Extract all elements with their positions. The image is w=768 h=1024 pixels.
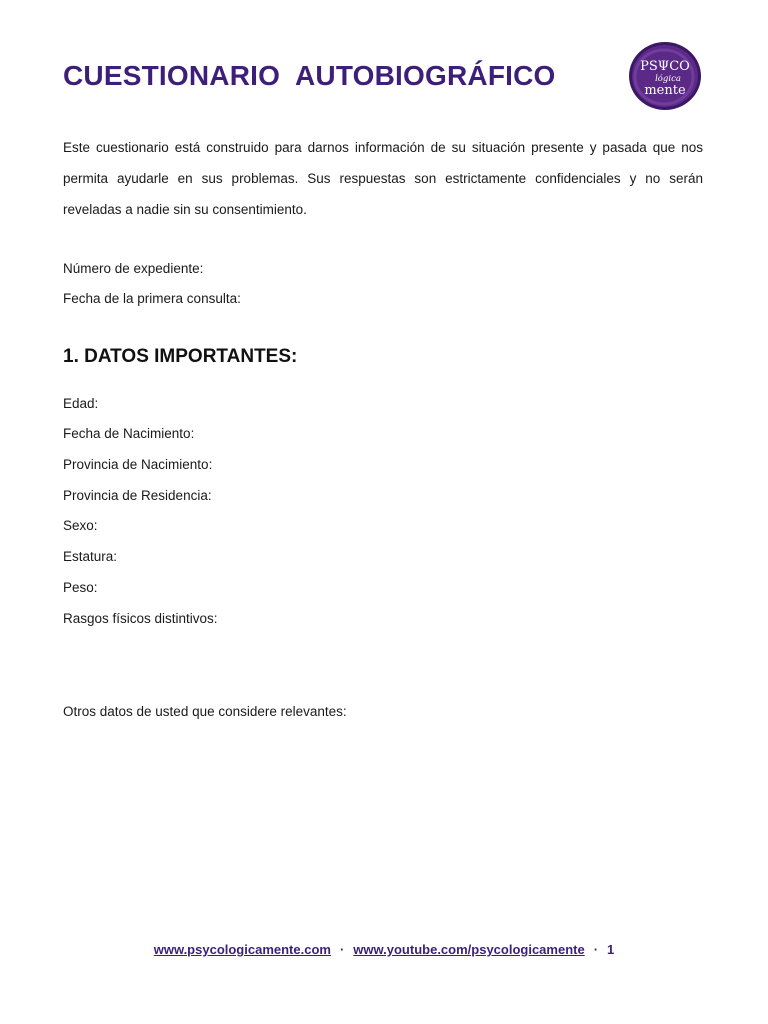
- section-title-datos-importantes: 1. DATOS IMPORTANTES:: [63, 346, 298, 367]
- logo-text-bottom: mente: [644, 83, 686, 98]
- field-peso: Peso:: [63, 580, 98, 595]
- field-estatura: Estatura:: [63, 549, 118, 564]
- field-provincia-nacimiento: Provincia de Nacimiento:: [63, 457, 213, 472]
- field-numero-expediente: Número de expediente:: [63, 261, 204, 276]
- page-number: 1: [607, 942, 615, 957]
- website-link[interactable]: www.psycologicamente.com: [153, 942, 331, 957]
- field-provincia-residencia: Provincia de Residencia:: [63, 488, 212, 503]
- youtube-link[interactable]: www.youtube.com/psycologicamente: [353, 942, 585, 957]
- logo-text-middle: lógica: [655, 74, 681, 84]
- field-fecha-nacimiento: Fecha de Nacimiento:: [63, 426, 195, 441]
- logo-text-top: PSΨCO: [640, 59, 690, 74]
- page-title: CUESTIONARIO AUTOBIOGRÁFICO: [63, 60, 556, 91]
- field-rasgos-fisicos: Rasgos físicos distintivos:: [63, 611, 218, 626]
- intro-paragraph: Este cuestionario está construido para darnos información de su situación presente y pasada que nos permita ayudarle en sus problemas. Sus respuestas son estrictamente confidenciales y no serán reveladas a nadie sin su consentimiento.: [63, 140, 703, 217]
- page-footer: [0, 942, 768, 957]
- footer-separator: ·: [339, 942, 345, 957]
- psycologicamente-logo: [627, 41, 703, 111]
- field-sexo: Sexo:: [63, 518, 98, 533]
- field-fecha-primera-consulta: Fecha de la primera consulta:: [63, 291, 241, 306]
- field-otros-datos: Otros datos de usted que considere relevantes:: [63, 704, 347, 719]
- field-edad: Edad:: [63, 396, 99, 411]
- footer-separator: ·: [593, 942, 599, 957]
